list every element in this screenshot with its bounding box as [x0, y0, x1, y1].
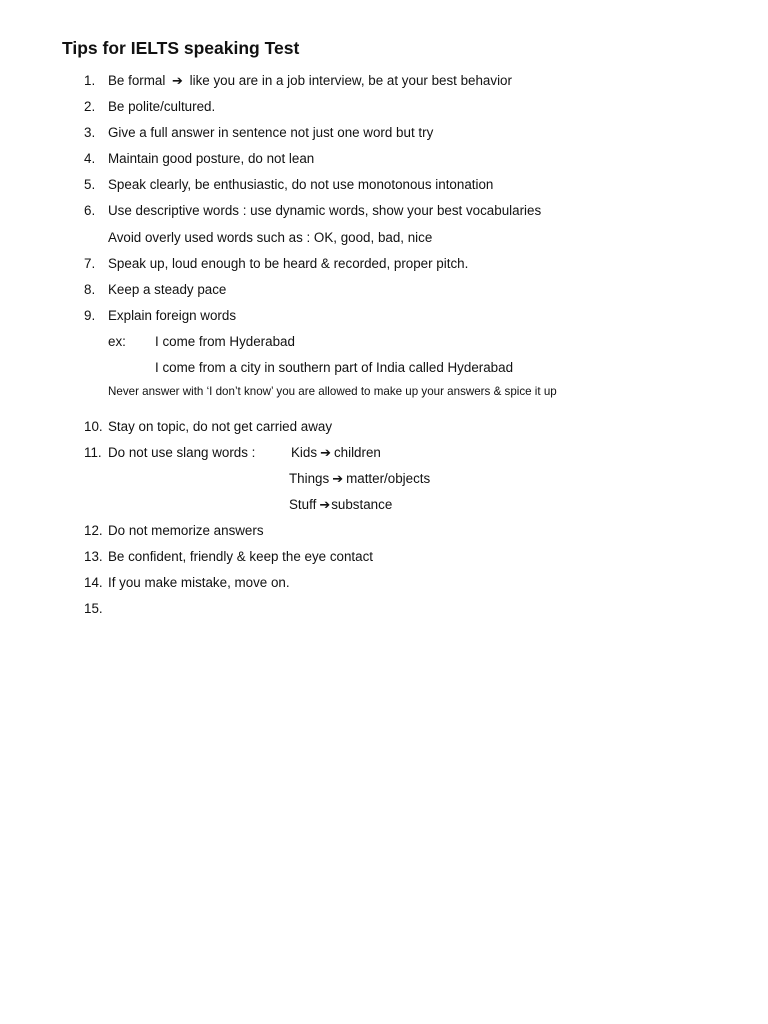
slang-word: Kids — [291, 445, 318, 460]
list-item-continuation: Avoid overly used words such as : OK, good, bad, nice — [108, 230, 433, 245]
list-item: Explain foreign words — [108, 308, 237, 323]
list-item: Be confident, friendly & keep the eye contact — [108, 549, 374, 564]
document-title: Tips for IELTS speaking Test — [62, 38, 300, 58]
example-label: ex: — [108, 334, 126, 349]
list-number: 11. — [84, 445, 102, 460]
slang-word: Things — [289, 471, 330, 486]
list-item: Maintain good posture, do not lean — [108, 151, 315, 166]
list-number: 12. — [84, 523, 103, 538]
list-number: 2. — [84, 99, 96, 114]
list-number: 1. — [84, 73, 96, 88]
list-item: Use descriptive words : use dynamic words, show your best vocabularies — [108, 203, 542, 218]
list-number: 5. — [84, 177, 96, 192]
list-number: 4. — [84, 151, 96, 166]
formal-word: substance — [331, 497, 393, 512]
list-item: Keep a steady pace — [108, 282, 227, 297]
list-item: If you make mistake, move on. — [108, 575, 290, 590]
list-item: Stay on topic, do not get carried away — [108, 419, 333, 434]
slang-word: Stuff — [289, 497, 317, 512]
slang-pair — [289, 496, 392, 514]
example-line: I come from a city in southern part of India called Hyderabad — [155, 360, 514, 375]
never-note: Never answer with ‘I don’t know’ you are allowed to make up your answers & spice it up — [108, 385, 557, 398]
list-number: 13. — [84, 549, 103, 564]
list-item: Speak up, loud enough to be heard & recorded, proper pitch. — [108, 256, 469, 271]
list-item: Do not use slang words : — [108, 445, 256, 460]
list-item — [108, 72, 512, 90]
formal-word: children — [333, 445, 381, 460]
arrow-right-icon: ➔ — [319, 497, 331, 512]
list-number: 14. — [84, 575, 103, 590]
arrow-right-icon: ➔ — [172, 73, 183, 88]
arrow-right-icon: ➔ — [320, 445, 331, 460]
list-item: Speak clearly, be enthusiastic, do not use monotonous intonation — [108, 177, 494, 192]
list-item: Give a full answer in sentence not just one word but try — [108, 125, 434, 140]
list-item: Be polite/cultured. — [108, 99, 216, 114]
list-item-text: Be formal — [108, 73, 170, 88]
list-item: Do not memorize answers — [108, 523, 264, 538]
formal-word: matter/objects — [346, 471, 431, 486]
arrow-right-icon: ➔ — [332, 471, 344, 486]
list-number: 10. — [84, 419, 103, 434]
list-number: 6. — [84, 203, 96, 218]
list-number: 3. — [84, 125, 96, 140]
list-number: 7. — [84, 256, 96, 271]
list-number: 8. — [84, 282, 96, 297]
example-line: I come from Hyderabad — [155, 334, 295, 349]
slang-pair — [291, 444, 381, 462]
list-item-text: like you are in a job interview, be at your best behavior — [185, 73, 512, 88]
slang-pair — [289, 470, 430, 488]
list-number: 9. — [84, 308, 96, 323]
list-number: 15. — [84, 601, 103, 616]
